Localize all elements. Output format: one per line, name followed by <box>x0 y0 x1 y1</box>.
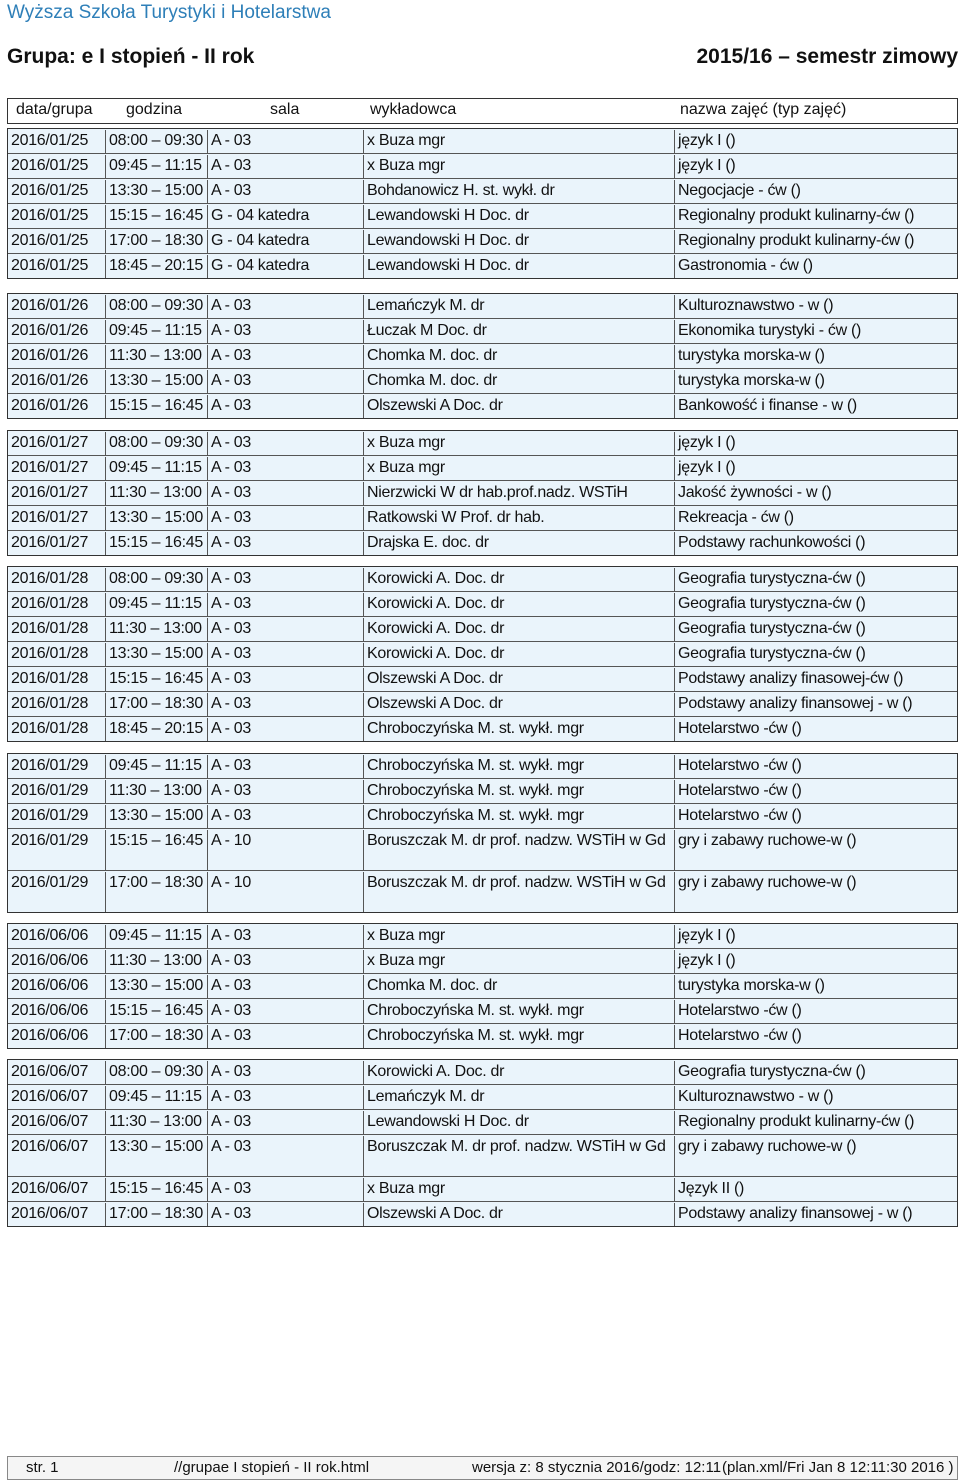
date-cell: 2016/01/25 <box>8 205 106 228</box>
date-cell: 2016/01/27 <box>8 457 106 480</box>
table-row <box>8 641 957 666</box>
day-block <box>7 1059 958 1227</box>
header-subject: nazwa zajęć (typ zajęć) <box>680 101 847 118</box>
room-cell: A - 03 <box>208 370 364 393</box>
day-block <box>7 128 958 279</box>
day-block <box>7 430 958 556</box>
lecturer-cell: Lewandowski H Doc. dr <box>364 230 675 253</box>
subject-cell: gry i zabawy ruchowe-w () <box>678 832 857 849</box>
lecturer-cell: x Buza mgr <box>364 950 675 973</box>
table-row <box>8 253 957 278</box>
lecturer-cell: Lemańczyk M. dr <box>364 1086 675 1109</box>
table-row <box>8 924 957 948</box>
lecturer-cell: Olszewski A Doc. dr <box>364 693 675 716</box>
date-cell: 2016/01/25 <box>8 180 106 203</box>
table-row <box>8 294 957 318</box>
date-cell: 2016/01/28 <box>8 593 106 616</box>
time-cell: 08:00 – 09:30 <box>106 295 208 318</box>
lecturer-cell: x Buza mgr <box>364 155 675 178</box>
table-row <box>8 567 957 591</box>
room-cell: A - 03 <box>208 130 364 153</box>
date-cell: 2016/01/28 <box>8 718 106 741</box>
time-cell: 18:45 – 20:15 <box>106 718 208 741</box>
date-cell: 2016/01/29 <box>8 830 106 870</box>
room-cell: A - 03 <box>208 395 364 418</box>
room-cell: A - 03 <box>208 643 364 666</box>
footer-file: //grupae I stopień - II rok.html <box>174 1459 370 1476</box>
time-cell: 13:30 – 15:00 <box>106 975 208 998</box>
room-cell: A - 10 <box>208 830 364 870</box>
date-cell: 2016/06/07 <box>8 1061 106 1084</box>
time-cell: 17:00 – 18:30 <box>106 1203 208 1226</box>
subject-cell: Kulturoznawstwo - w () <box>678 297 834 314</box>
footer-plan: (plan.xml/Fri Jan 8 12:11:30 2016 ) <box>722 1459 954 1476</box>
subject-cell: Podstawy analizy finansowej - w () <box>678 1205 913 1222</box>
lecturer-cell: Korowicki A. Doc. dr <box>364 568 675 591</box>
date-cell: 2016/01/28 <box>8 618 106 641</box>
date-cell: 2016/01/28 <box>8 568 106 591</box>
date-cell: 2016/06/06 <box>8 950 106 973</box>
room-cell: A - 03 <box>208 668 364 691</box>
table-row <box>8 1084 957 1109</box>
date-cell: 2016/01/26 <box>8 295 106 318</box>
table-row <box>8 393 957 418</box>
subject-cell: Język II () <box>678 1180 745 1197</box>
room-cell: A - 03 <box>208 1111 364 1134</box>
time-cell: 08:00 – 09:30 <box>106 130 208 153</box>
table-row <box>8 778 957 803</box>
table-row <box>8 153 957 178</box>
lecturer-cell: x Buza mgr <box>364 1178 675 1201</box>
subject-cell: turystyka morska-w () <box>678 372 825 389</box>
time-cell: 15:15 – 16:45 <box>106 532 208 555</box>
subject-cell: Negocjacje - ćw () <box>678 182 801 199</box>
subject-cell: Geografia turystyczna-ćw () <box>678 1063 866 1080</box>
room-cell: A - 03 <box>208 1061 364 1084</box>
room-cell: A - 03 <box>208 755 364 778</box>
time-cell: 13:30 – 15:00 <box>106 370 208 393</box>
subject-cell: Hotelarstwo -ćw () <box>678 1002 802 1019</box>
subject-cell: Hotelarstwo -ćw () <box>678 782 802 799</box>
day-block <box>7 566 958 742</box>
subject-cell: Bankowość i finanse - w () <box>678 397 857 414</box>
lecturer-cell: x Buza mgr <box>364 457 675 480</box>
time-cell: 09:45 – 11:15 <box>106 925 208 948</box>
time-cell: 15:15 – 16:45 <box>106 395 208 418</box>
date-cell: 2016/01/25 <box>8 230 106 253</box>
room-cell: A - 03 <box>208 1136 364 1176</box>
time-cell: 17:00 – 18:30 <box>106 693 208 716</box>
semester-label: 2015/16 – semestr zimowy <box>696 45 958 68</box>
table-row <box>8 129 957 153</box>
time-cell: 11:30 – 13:00 <box>106 950 208 973</box>
date-cell: 2016/06/07 <box>8 1203 106 1226</box>
date-cell: 2016/01/27 <box>8 432 106 455</box>
room-cell: A - 03 <box>208 593 364 616</box>
lecturer-cell: Lewandowski H Doc. dr <box>364 255 675 278</box>
room-cell: A - 03 <box>208 1203 364 1226</box>
day-block <box>7 923 958 1049</box>
table-row <box>8 948 957 973</box>
time-cell: 17:00 – 18:30 <box>106 1025 208 1048</box>
date-cell: 2016/01/27 <box>8 532 106 555</box>
lecturer-cell: Chomka M. doc. dr <box>364 370 675 393</box>
table-row <box>8 530 957 555</box>
subject-cell: gry i zabawy ruchowe-w () <box>678 874 857 891</box>
table-row <box>8 716 957 741</box>
subject-cell: język I () <box>678 952 736 969</box>
subject-cell: język I () <box>678 157 736 174</box>
time-cell: 11:30 – 13:00 <box>106 618 208 641</box>
time-cell: 09:45 – 11:15 <box>106 320 208 343</box>
lecturer-cell: Korowicki A. Doc. dr <box>364 643 675 666</box>
time-cell: 08:00 – 09:30 <box>106 1061 208 1084</box>
room-cell: A - 03 <box>208 1086 364 1109</box>
lecturer-cell: Boruszczak M. dr prof. nadzw. WSTiH w Gd <box>364 830 675 870</box>
date-cell: 2016/01/26 <box>8 320 106 343</box>
date-cell: 2016/06/06 <box>8 925 106 948</box>
room-cell: A - 03 <box>208 718 364 741</box>
room-cell: A - 03 <box>208 457 364 480</box>
subject-cell: Geografia turystyczna-ćw () <box>678 620 866 637</box>
room-cell: A - 03 <box>208 925 364 948</box>
time-cell: 13:30 – 15:00 <box>106 180 208 203</box>
time-cell: 17:00 – 18:30 <box>106 230 208 253</box>
time-cell: 15:15 – 16:45 <box>106 668 208 691</box>
room-cell: A - 03 <box>208 1000 364 1023</box>
table-row <box>8 178 957 203</box>
date-cell: 2016/06/07 <box>8 1136 106 1176</box>
lecturer-cell: Chroboczyńska M. st. wykł. mgr <box>364 1025 675 1048</box>
subject-cell: język I () <box>678 459 736 476</box>
room-cell: A - 03 <box>208 1025 364 1048</box>
subject-cell: Regionalny produkt kulinarny-ćw () <box>678 1113 915 1130</box>
lecturer-cell: Olszewski A Doc. dr <box>364 395 675 418</box>
day-block <box>7 293 958 419</box>
subject-cell: Podstawy analizy finasowej-ćw () <box>678 670 904 687</box>
table-row <box>8 431 957 455</box>
lecturer-cell: Bohdanowicz H. st. wykł. dr <box>364 180 675 203</box>
room-cell: G - 04 katedra <box>208 255 364 278</box>
room-cell: A - 03 <box>208 568 364 591</box>
room-cell: A - 03 <box>208 618 364 641</box>
lecturer-cell: Olszewski A Doc. dr <box>364 1203 675 1226</box>
subject-cell: Jakość żywności - w () <box>678 484 832 501</box>
room-cell: A - 03 <box>208 805 364 828</box>
table-row <box>8 1060 957 1084</box>
lecturer-cell: Drajska E. doc. dr <box>364 532 675 555</box>
lecturer-cell: x Buza mgr <box>364 432 675 455</box>
subject-cell: Hotelarstwo -ćw () <box>678 1027 802 1044</box>
date-cell: 2016/01/29 <box>8 872 106 912</box>
date-cell: 2016/01/26 <box>8 345 106 368</box>
date-cell: 2016/01/26 <box>8 395 106 418</box>
subject-cell: Gastronomia - ćw () <box>678 257 813 274</box>
day-block <box>7 753 958 913</box>
table-row <box>8 973 957 998</box>
lecturer-cell: Nierzwicki W dr hab.prof.nadz. WSTiH <box>364 482 675 505</box>
lecturer-cell: Chroboczyńska M. st. wykł. mgr <box>364 755 675 778</box>
table-row <box>8 691 957 716</box>
date-cell: 2016/06/07 <box>8 1178 106 1201</box>
subject-cell: Geografia turystyczna-ćw () <box>678 595 866 612</box>
subject-cell: Hotelarstwo -ćw () <box>678 720 802 737</box>
time-cell: 09:45 – 11:15 <box>106 593 208 616</box>
subject-cell: Kulturoznawstwo - w () <box>678 1088 834 1105</box>
table-row <box>8 343 957 368</box>
lecturer-cell: Chroboczyńska M. st. wykł. mgr <box>364 718 675 741</box>
room-cell: A - 03 <box>208 155 364 178</box>
subject-cell: Hotelarstwo -ćw () <box>678 757 802 774</box>
lecturer-cell: Chroboczyńska M. st. wykł. mgr <box>364 1000 675 1023</box>
date-cell: 2016/01/29 <box>8 780 106 803</box>
table-row <box>8 591 957 616</box>
time-cell: 09:45 – 11:15 <box>106 457 208 480</box>
lecturer-cell: Chomka M. doc. dr <box>364 345 675 368</box>
table-row <box>8 203 957 228</box>
room-cell: G - 04 katedra <box>208 230 364 253</box>
table-row <box>8 1176 957 1201</box>
subject-cell: Ekonomika turystyki - ćw () <box>678 322 862 339</box>
time-cell: 15:15 – 16:45 <box>106 830 208 870</box>
table-row <box>8 455 957 480</box>
time-cell: 13:30 – 15:00 <box>106 643 208 666</box>
time-cell: 15:15 – 16:45 <box>106 205 208 228</box>
table-row <box>8 754 957 778</box>
date-cell: 2016/06/06 <box>8 1025 106 1048</box>
room-cell: A - 03 <box>208 780 364 803</box>
subject-cell: Geografia turystyczna-ćw () <box>678 645 866 662</box>
table-row <box>8 228 957 253</box>
group-title: Grupa: e I stopień - II rok <box>7 45 255 68</box>
time-cell: 09:45 – 11:15 <box>106 1086 208 1109</box>
date-cell: 2016/01/29 <box>8 805 106 828</box>
table-row <box>8 616 957 641</box>
table-row <box>8 1023 957 1048</box>
room-cell: A - 03 <box>208 295 364 318</box>
lecturer-cell: Lewandowski H Doc. dr <box>364 205 675 228</box>
table-row <box>8 828 957 870</box>
header-room: sala <box>270 101 300 118</box>
subject-cell: Geografia turystyczna-ćw () <box>678 570 866 587</box>
date-cell: 2016/01/28 <box>8 643 106 666</box>
lecturer-cell: Łuczak M Doc. dr <box>364 320 675 343</box>
time-cell: 09:45 – 11:15 <box>106 755 208 778</box>
table-header <box>7 98 958 124</box>
room-cell: A - 03 <box>208 950 364 973</box>
room-cell: A - 03 <box>208 1178 364 1201</box>
time-cell: 13:30 – 15:00 <box>106 805 208 828</box>
lecturer-cell: Chomka M. doc. dr <box>364 975 675 998</box>
lecturer-cell: Korowicki A. Doc. dr <box>364 593 675 616</box>
room-cell: G - 04 katedra <box>208 205 364 228</box>
subject-cell: turystyka morska-w () <box>678 347 825 364</box>
subject-cell: język I () <box>678 132 736 149</box>
time-cell: 17:00 – 18:30 <box>106 872 208 912</box>
date-cell: 2016/06/06 <box>8 1000 106 1023</box>
table-row <box>8 666 957 691</box>
table-row <box>8 318 957 343</box>
lecturer-cell: Ratkowski W Prof. dr hab. <box>364 507 675 530</box>
table-row <box>8 1201 957 1226</box>
subject-cell: język I () <box>678 927 736 944</box>
lecturer-cell: x Buza mgr <box>364 130 675 153</box>
page-footer <box>7 1456 958 1480</box>
subject-cell: Rekreacja - ćw () <box>678 509 794 526</box>
lecturer-cell: Lewandowski H Doc. dr <box>364 1111 675 1134</box>
time-cell: 11:30 – 13:00 <box>106 345 208 368</box>
room-cell: A - 03 <box>208 345 364 368</box>
time-cell: 11:30 – 13:00 <box>106 482 208 505</box>
room-cell: A - 03 <box>208 320 364 343</box>
time-cell: 08:00 – 09:30 <box>106 432 208 455</box>
subject-cell: Regionalny produkt kulinarny-ćw () <box>678 232 915 249</box>
date-cell: 2016/06/06 <box>8 975 106 998</box>
room-cell: A - 03 <box>208 180 364 203</box>
table-row <box>8 1134 957 1176</box>
table-row <box>8 368 957 393</box>
table-row <box>8 870 957 912</box>
time-cell: 15:15 – 16:45 <box>106 1178 208 1201</box>
date-cell: 2016/06/07 <box>8 1086 106 1109</box>
subject-cell: Hotelarstwo -ćw () <box>678 807 802 824</box>
time-cell: 11:30 – 13:00 <box>106 780 208 803</box>
date-cell: 2016/06/07 <box>8 1111 106 1134</box>
table-row <box>8 998 957 1023</box>
room-cell: A - 03 <box>208 507 364 530</box>
subject-cell: język I () <box>678 434 736 451</box>
table-row <box>8 803 957 828</box>
table-row <box>8 1109 957 1134</box>
date-cell: 2016/01/27 <box>8 507 106 530</box>
lecturer-cell: Lemańczyk M. dr <box>364 295 675 318</box>
lecturer-cell: Boruszczak M. dr prof. nadzw. WSTiH w Gd <box>364 1136 675 1176</box>
time-cell: 09:45 – 11:15 <box>106 155 208 178</box>
header-date: data/grupa <box>16 101 93 118</box>
date-cell: 2016/01/27 <box>8 482 106 505</box>
subject-cell: Regionalny produkt kulinarny-ćw () <box>678 207 915 224</box>
header-lecturer: wykładowca <box>370 101 457 118</box>
date-cell: 2016/01/28 <box>8 668 106 691</box>
room-cell: A - 03 <box>208 693 364 716</box>
time-cell: 13:30 – 15:00 <box>106 507 208 530</box>
date-cell: 2016/01/26 <box>8 370 106 393</box>
subject-cell: gry i zabawy ruchowe-w () <box>678 1138 857 1155</box>
lecturer-cell: Boruszczak M. dr prof. nadzw. WSTiH w Gd <box>364 872 675 912</box>
header-time: godzina <box>126 101 183 118</box>
footer-version: wersja z: 8 stycznia 2016/godz: 12:11 <box>472 1459 722 1476</box>
subject-cell: Podstawy rachunkowości () <box>678 534 866 551</box>
school-name: Wyższa Szkoła Turystyki i Hotelarstwa <box>7 2 331 23</box>
room-cell: A - 03 <box>208 532 364 555</box>
lecturer-cell: Chroboczyńska M. st. wykł. mgr <box>364 805 675 828</box>
footer-page: str. 1 <box>26 1459 59 1476</box>
room-cell: A - 03 <box>208 482 364 505</box>
time-cell: 13:30 – 15:00 <box>106 1136 208 1176</box>
lecturer-cell: Olszewski A Doc. dr <box>364 668 675 691</box>
room-cell: A - 10 <box>208 872 364 912</box>
room-cell: A - 03 <box>208 975 364 998</box>
table-row <box>8 480 957 505</box>
date-cell: 2016/01/25 <box>8 255 106 278</box>
room-cell: A - 03 <box>208 432 364 455</box>
lecturer-cell: Korowicki A. Doc. dr <box>364 618 675 641</box>
lecturer-cell: Chroboczyńska M. st. wykł. mgr <box>364 780 675 803</box>
subject-cell: turystyka morska-w () <box>678 977 825 994</box>
time-cell: 11:30 – 13:00 <box>106 1111 208 1134</box>
date-cell: 2016/01/29 <box>8 755 106 778</box>
table-row <box>8 505 957 530</box>
date-cell: 2016/01/28 <box>8 693 106 716</box>
time-cell: 08:00 – 09:30 <box>106 568 208 591</box>
lecturer-cell: Korowicki A. Doc. dr <box>364 1061 675 1084</box>
date-cell: 2016/01/25 <box>8 130 106 153</box>
date-cell: 2016/01/25 <box>8 155 106 178</box>
lecturer-cell: x Buza mgr <box>364 925 675 948</box>
subject-cell: Podstawy analizy finansowej - w () <box>678 695 913 712</box>
time-cell: 15:15 – 16:45 <box>106 1000 208 1023</box>
time-cell: 18:45 – 20:15 <box>106 255 208 278</box>
